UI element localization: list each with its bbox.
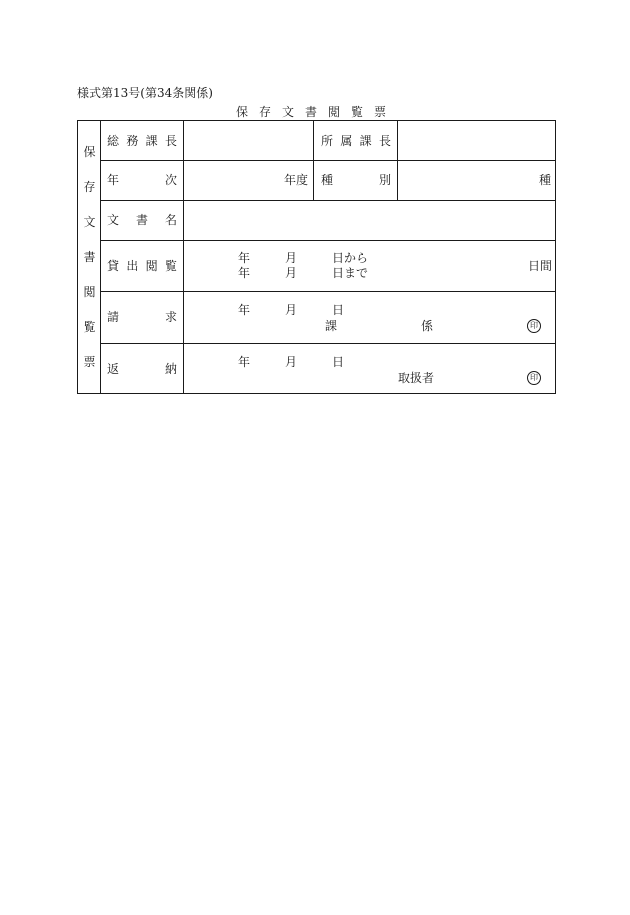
title-char: 存 xyxy=(83,180,96,194)
request-seal-icon: 印 xyxy=(527,319,541,333)
loan-to-month: 月 xyxy=(285,266,298,280)
loan-from-year: 年 xyxy=(238,251,251,265)
title-char: 文 xyxy=(83,215,96,229)
request-month: 月 xyxy=(285,303,298,317)
return-day: 日 xyxy=(332,355,345,369)
category-suffix: 種 xyxy=(539,173,552,187)
title-char: 書 xyxy=(83,250,96,264)
document-viewing-form xyxy=(77,120,556,394)
document-name-label: 文 書 名 xyxy=(107,213,177,227)
category-label: 種 別 xyxy=(321,173,391,187)
loan-days-suffix: 日間 xyxy=(528,259,553,273)
general-affairs-manager-field[interactable] xyxy=(184,121,313,160)
request-field[interactable] xyxy=(184,292,555,343)
title-char: 閲 xyxy=(83,285,96,299)
loan-from-day: 日から xyxy=(332,251,369,265)
fiscal-year-suffix: 年度 xyxy=(284,173,309,187)
vertical-form-title xyxy=(78,121,101,393)
fiscal-year-label: 年 次 xyxy=(107,173,177,187)
title-char: 覧 xyxy=(83,320,96,334)
loan-viewing-label: 貸 出 閲 覧 xyxy=(107,259,177,273)
loan-to-day: 日まで xyxy=(332,266,369,280)
request-subsection: 係 xyxy=(421,319,434,333)
loan-to-year: 年 xyxy=(238,266,251,280)
request-day: 日 xyxy=(332,303,345,317)
return-month: 月 xyxy=(285,355,298,369)
department-manager-field[interactable] xyxy=(398,121,555,160)
request-label: 請 求 xyxy=(107,310,177,324)
return-handler-label: 取扱者 xyxy=(398,371,435,385)
return-year: 年 xyxy=(238,355,251,369)
document-name-field[interactable] xyxy=(184,201,555,240)
department-manager-label: 所 属 課 長 xyxy=(321,134,391,148)
title-char: 保 xyxy=(83,145,96,159)
title-char: 票 xyxy=(83,355,96,369)
loan-from-month: 月 xyxy=(285,251,298,265)
request-section: 課 xyxy=(325,319,338,333)
return-seal-icon: 印 xyxy=(527,371,541,385)
general-affairs-manager-label: 総 務 課 長 xyxy=(107,134,177,148)
form-number: 様式第13号(第34条関係) xyxy=(77,86,213,100)
form-title: 保存文書閲覧票 xyxy=(236,105,398,119)
return-label: 返 納 xyxy=(107,362,177,376)
request-year: 年 xyxy=(238,303,251,317)
category-field[interactable] xyxy=(398,161,555,200)
